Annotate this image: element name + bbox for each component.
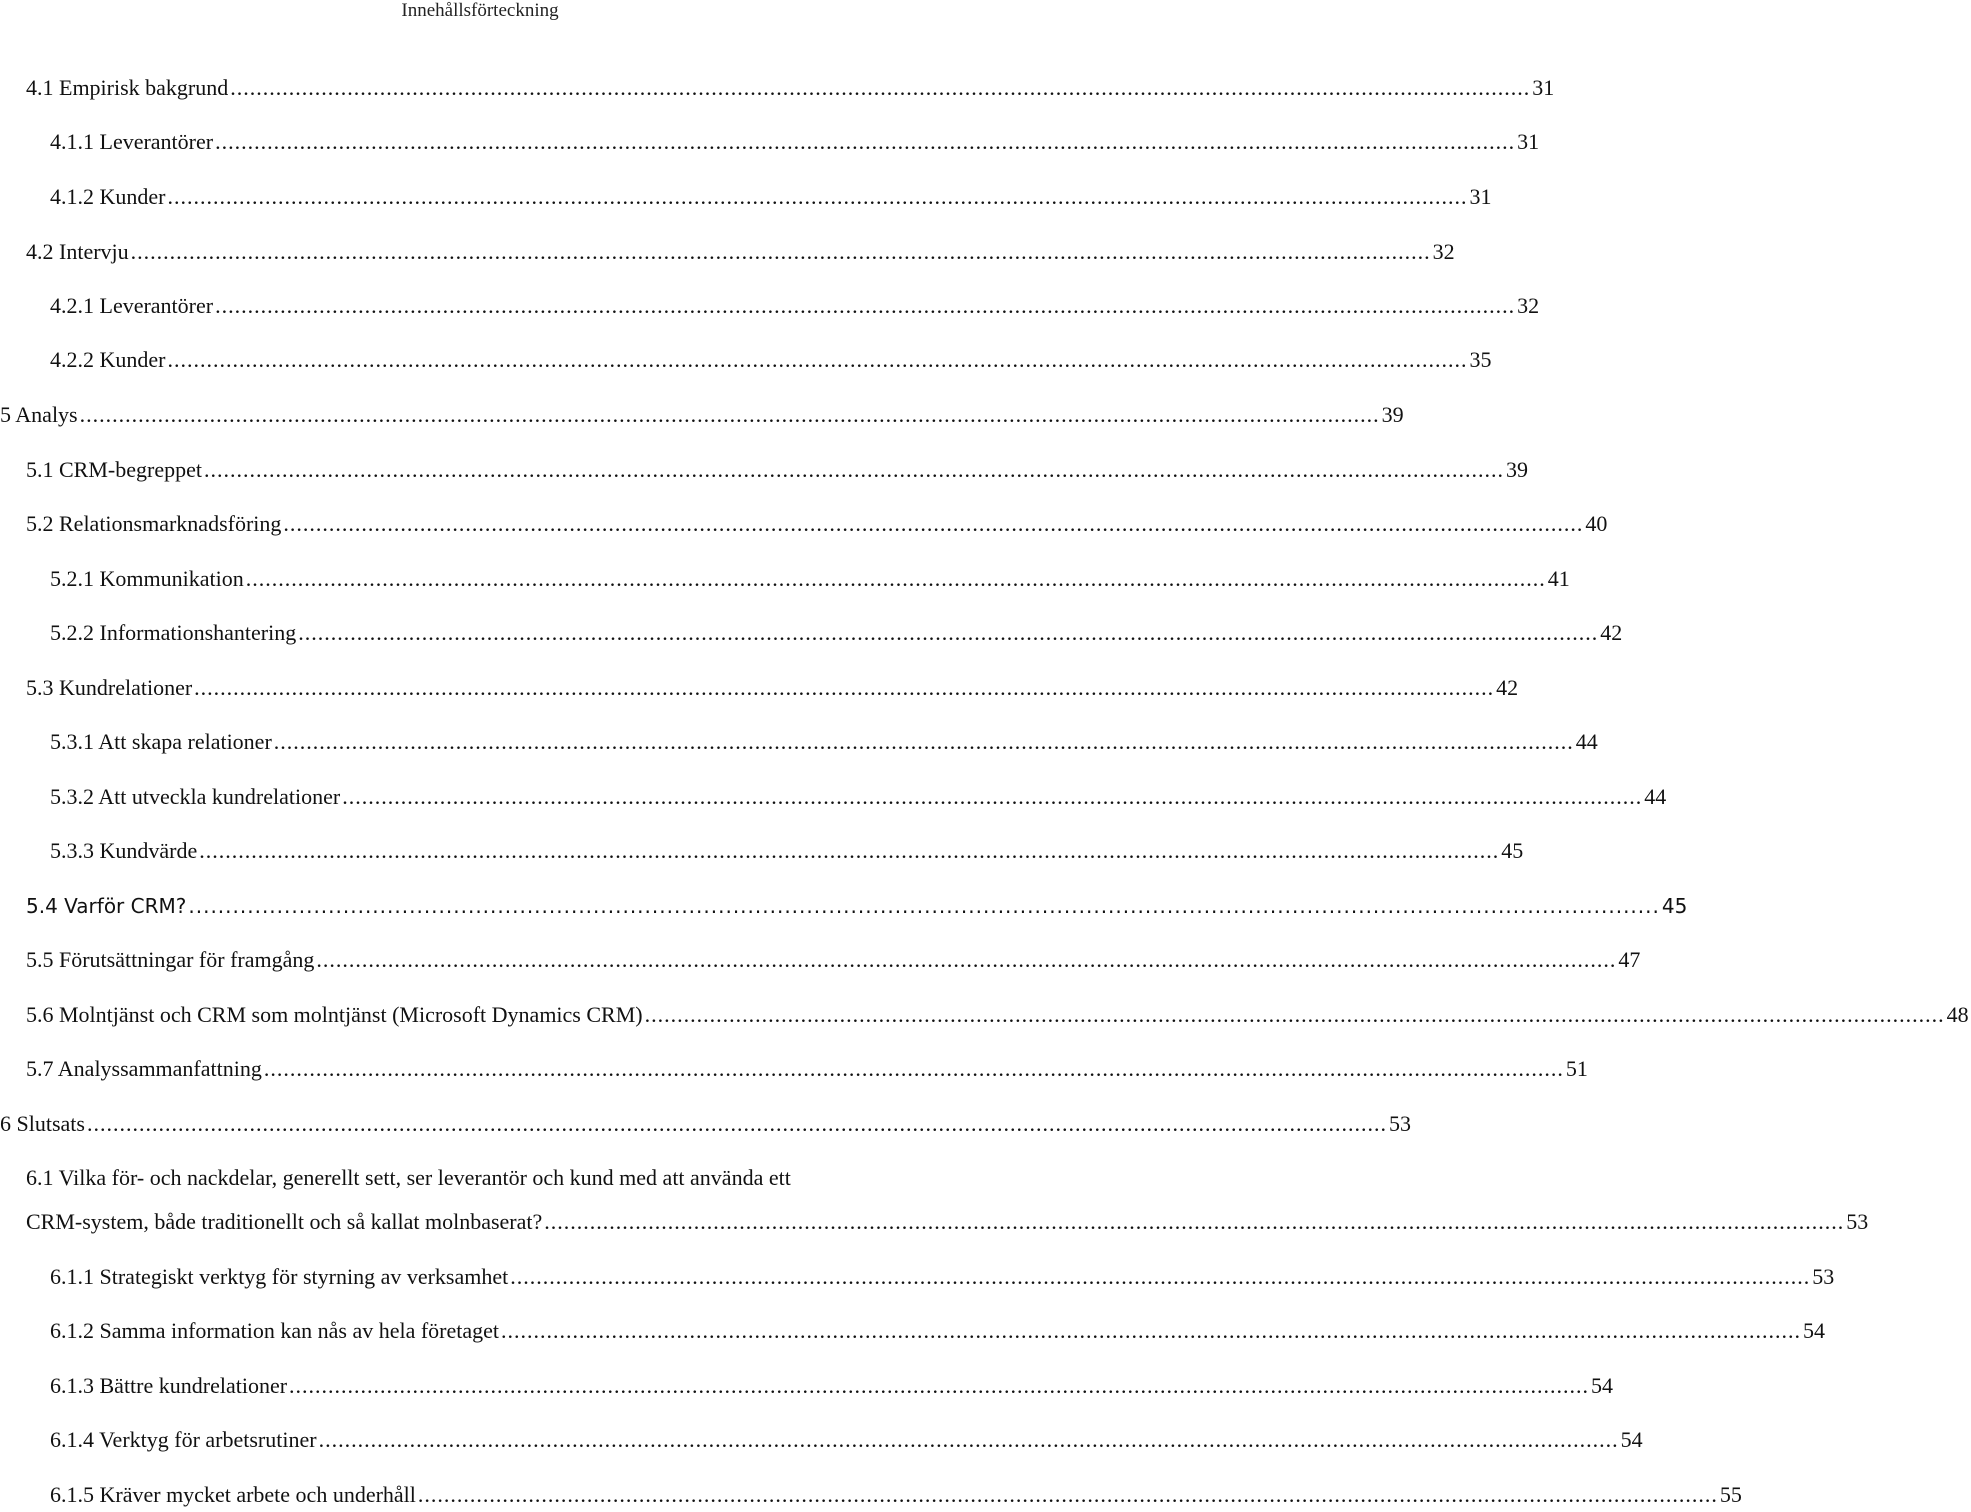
toc-dot-leader: ........................................................................................................................................................................................................ (318, 1427, 1619, 1452)
toc-dot-leader: ........................................................................................................................................................................................................ (215, 293, 1516, 318)
toc-page-number: 47 (1618, 947, 1641, 972)
toc-page-number: 32 (1517, 293, 1540, 318)
toc-page-number: 48 (1946, 1002, 1969, 1027)
toc-page-number: 42 (1600, 620, 1623, 645)
toc-page-number: 45 (1661, 894, 1688, 918)
toc-entry-title: 5.4 Varför CRM? (26, 894, 187, 918)
toc-entry[interactable] (0, 453, 1528, 487)
toc-entry[interactable] (0, 398, 1404, 432)
toc-entry[interactable] (0, 943, 1641, 977)
toc-dot-leader: ........................................................................................................................................................................................................ (501, 1318, 1802, 1343)
toc-entry-title: 4.1 Empirisk bakgrund (26, 75, 229, 100)
toc-dot-leader: ........................................................................................................................................................................................................ (167, 184, 1468, 209)
toc-page-number: 54 (1591, 1373, 1614, 1398)
toc-page-number: 31 (1532, 75, 1555, 100)
toc-entry[interactable] (0, 1107, 1411, 1141)
toc-dot-leader: ........................................................................................................................................................................................................ (644, 1002, 1945, 1027)
toc-dot-leader: ........................................................................................................................................................................................................ (417, 1482, 1718, 1507)
toc-entry-title: 5.5 Förutsättningar för framgång (26, 947, 315, 972)
toc-entry-title: 4.2 Intervju (26, 239, 129, 264)
toc-entry-title: 6.1.4 Verktyg för arbetsrutiner (50, 1427, 317, 1452)
toc-entry[interactable] (0, 289, 1540, 323)
toc-dot-leader: ........................................................................................................................................................................................................ (298, 620, 1599, 645)
toc-page-number: 35 (1469, 347, 1492, 372)
toc-page-number: 31 (1517, 129, 1540, 154)
toc-entry-title: 5.1 CRM-begreppet (26, 457, 202, 482)
toc-page-number: 44 (1575, 729, 1598, 754)
toc-entry-title: 5.3.3 Kundvärde (50, 838, 198, 863)
toc-dot-leader: ........................................................................................................................................................................................................ (79, 402, 1380, 427)
toc-entry[interactable] (0, 616, 1623, 650)
toc-entry[interactable] (0, 562, 1570, 596)
toc-page-number: 51 (1565, 1056, 1588, 1081)
toc-dot-leader: ........................................................................................................................................................................................................ (316, 947, 1617, 972)
toc-entry[interactable] (0, 834, 1524, 868)
toc-entry[interactable] (0, 507, 1608, 541)
toc-dot-leader: ........................................................................................................................................................................................................ (203, 457, 1504, 482)
toc-entry-title: 5.6 Molntjänst och CRM som molntjänst (Microsoft Dynamics CRM) (26, 1002, 643, 1027)
toc-dot-leader: ........................................................................................................................................................................................................ (283, 511, 1584, 536)
toc-dot-leader: ........................................................................................................................................................................................................ (188, 894, 1660, 918)
toc-entry[interactable] (0, 889, 1688, 923)
toc-entry-title: 4.1.2 Kunder (50, 184, 166, 209)
toc-dot-leader: ........................................................................................................................................................................................................ (289, 1373, 1590, 1398)
toc-entry-title: 6 Slutsats (0, 1111, 85, 1136)
toc-entry-title: 6.1 Vilka för- och nackdelar, generellt sett, ser leverantör och kund med att använda ett (26, 1165, 791, 1190)
toc-dot-leader: ........................................................................................................................................................................................................ (263, 1056, 1564, 1081)
toc-dot-leader: ........................................................................................................................................................................................................ (510, 1264, 1811, 1289)
toc-entry-title: 5.3 Kundrelationer (26, 675, 193, 700)
toc-entry-title: 6.1.5 Kräver mycket arbete och underhåll (50, 1482, 416, 1507)
toc-entry-title: 5.2 Relationsmarknadsföring (26, 511, 282, 536)
toc-entry-title: CRM-system, både traditionellt och så kallat molnbaserat? (26, 1209, 543, 1234)
toc-dot-leader: ........................................................................................................................................................................................................ (273, 729, 1574, 754)
toc-entry-title: 6.1.1 Strategiskt verktyg för styrning av verksamhet (50, 1264, 509, 1289)
toc-dot-leader: ........................................................................................................................................................................................................ (230, 75, 1531, 100)
toc-entry-title: 6.1.2 Samma information kan nås av hela företaget (50, 1318, 500, 1343)
toc-entry-title: 4.2.1 Leverantörer (50, 293, 214, 318)
toc-page-number: 55 (1719, 1482, 1742, 1507)
toc-entry-title: 5.3.2 Att utveckla kundrelationer (50, 784, 341, 809)
toc-dot-leader: ........................................................................................................................................................................................................ (544, 1209, 1845, 1234)
toc-entry[interactable] (0, 125, 1540, 159)
toc-page-number: 44 (1644, 784, 1667, 809)
toc-entry[interactable] (0, 1205, 1869, 1239)
toc-dot-leader: ........................................................................................................................................................................................................ (245, 566, 1546, 591)
toc-page-number: 54 (1620, 1427, 1643, 1452)
toc-dot-leader: ........................................................................................................................................................................................................ (86, 1111, 1387, 1136)
toc-entry[interactable] (0, 1260, 1835, 1294)
toc-page-number: 54 (1803, 1318, 1826, 1343)
toc-page-number: 45 (1501, 838, 1524, 863)
toc-entry[interactable] (0, 71, 1555, 105)
toc-entry-title: 4.2.2 Kunder (50, 347, 166, 372)
toc-page-number: 39 (1505, 457, 1528, 482)
toc-entry[interactable] (0, 180, 1492, 214)
toc-entry-title: 5 Analys (0, 402, 78, 427)
toc-page-number: 39 (1381, 402, 1404, 427)
toc-entry[interactable] (0, 235, 1455, 269)
toc-entry-title: 4.1.1 Leverantörer (50, 129, 214, 154)
toc-dot-leader: ........................................................................................................................................................................................................ (194, 675, 1495, 700)
toc-entry-title: 5.2.2 Informationshantering (50, 620, 297, 645)
toc-entry[interactable] (0, 780, 1667, 814)
toc-entry[interactable] (0, 1478, 1742, 1512)
toc-page-number: 31 (1469, 184, 1492, 209)
toc-entry[interactable] (0, 1369, 1614, 1403)
toc-page-number: 41 (1547, 566, 1570, 591)
toc-dot-leader: ........................................................................................................................................................................................................ (199, 838, 1500, 863)
toc-entry[interactable] (0, 1161, 960, 1195)
toc-page-number: 42 (1496, 675, 1519, 700)
toc-page-number: 53 (1388, 1111, 1411, 1136)
toc-entry-title: 5.7 Analyssammanfattning (26, 1056, 262, 1081)
toc-page-number: 40 (1585, 511, 1608, 536)
toc-entry-title: 6.1.3 Bättre kundrelationer (50, 1373, 288, 1398)
toc-entry[interactable] (0, 998, 1969, 1032)
toc-dot-leader: ........................................................................................................................................................................................................ (167, 347, 1468, 372)
toc-dot-leader: ........................................................................................................................................................................................................ (130, 239, 1431, 264)
toc-entry[interactable] (0, 1423, 1643, 1457)
header-title: Innehållsförteckning (401, 0, 559, 21)
toc-entry[interactable] (0, 725, 1598, 759)
toc-entry[interactable] (0, 343, 1492, 377)
toc-page-number: 53 (1812, 1264, 1835, 1289)
toc-entry[interactable] (0, 671, 1519, 705)
toc-entry[interactable] (0, 1052, 1588, 1086)
toc-entry-title: 5.3.1 Att skapa relationer (50, 729, 272, 754)
toc-dot-leader: ........................................................................................................................................................................................................ (215, 129, 1516, 154)
toc-page-number: 32 (1432, 239, 1455, 264)
toc-entry-title: 5.2.1 Kommunikation (50, 566, 244, 591)
toc-page-number: 53 (1846, 1209, 1869, 1234)
toc-dot-leader: ........................................................................................................................................................................................................ (342, 784, 1643, 809)
toc-entry[interactable] (0, 1314, 1826, 1348)
